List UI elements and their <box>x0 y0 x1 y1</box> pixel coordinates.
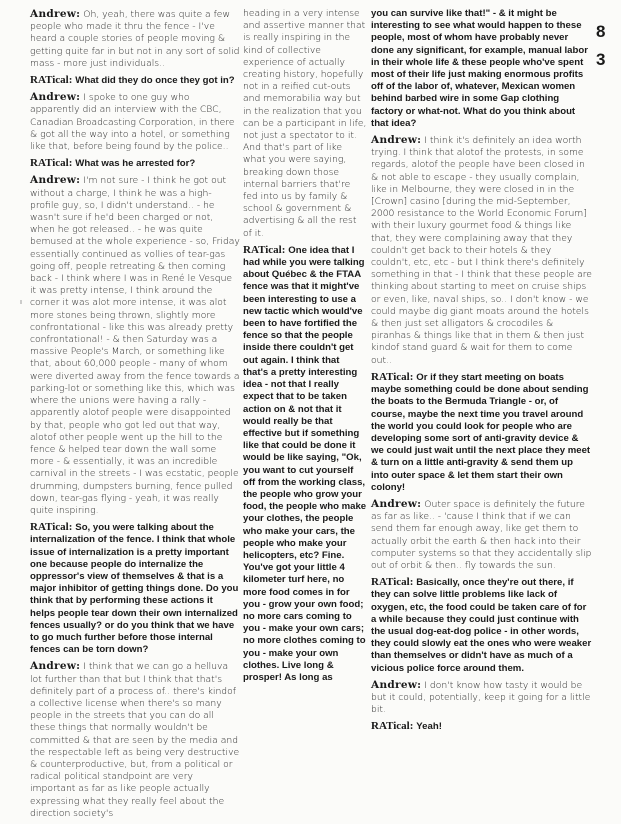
column-left <box>30 8 240 824</box>
paragraph-text: heading in a very intense and assertive manner that is really inspiring in the kind of collective experience of actually creating history, hopefully not in a reified cut-outs and memorabilia way but in the realization that you can be a participant in life, not just a spectator to it. And that's part of like what you were saying, breaking down those internal barriers that're fed into us by family & school & government & advertising & all the rest of it. <box>243 8 367 239</box>
question-paragraph <box>371 576 593 675</box>
speaker-andrew: Andrew: <box>30 174 81 187</box>
speaker-ratical: RATical: <box>30 521 73 534</box>
answer-paragraph <box>30 91 240 153</box>
paragraph-text: So, you were talking about the internalization of the fence. I think that whole issue of internalization is a pretty important one because people do internalize the oppressor's view of themselves & that is a major inhibitor of getting things done. Do you think that by performing these actions it helps people tear down their own internalized fences usually? or do you think that we have to go much further before those internal fences can be torn down? <box>30 522 239 656</box>
answer-paragraph <box>371 679 593 717</box>
answer-paragraph <box>30 8 240 70</box>
column-middle <box>243 8 367 688</box>
paragraph-text: Or if they start meeting on boats maybe something could be done about sending the boats to the Bermuda Triangle - or, of course, maybe the next time you travel around the world you could look for people who are developing some sort of anti-gravity device & we could just wait until the next place they meet & turn on a little anti-gravity & send them up into outer space & let them start their own colony! <box>371 371 591 493</box>
paragraph-text: Yeah! <box>416 721 442 733</box>
speaker-ratical: RATical: <box>371 370 414 383</box>
answer-paragraph <box>243 8 367 240</box>
answer-paragraph <box>371 498 593 572</box>
question-paragraph <box>30 157 240 170</box>
paragraph-text: What was he arrested for? <box>75 158 196 170</box>
scan-speck <box>20 300 22 304</box>
paragraph-text: Oh, yeah, there was quite a few people who made it thru the fence - I've heard a couple stories of people moving & getting quite far in but not in any sort of solid mass - more just individuals.. <box>30 9 240 69</box>
paragraph-text: What did they do once they got in? <box>75 75 235 87</box>
speaker-andrew: Andrew: <box>30 660 81 673</box>
speaker-andrew: Andrew: <box>371 678 422 691</box>
speaker-ratical: RATical: <box>30 157 73 170</box>
paragraph-text: I'm not sure - I think he got out without a charge, I think he was a high-profile guy, so, I didn't understand.. - he wasn't sure if he'd been charged or not, when he got released.. - he was quite bemused at the whole experience - so, Friday essentially continued as vollies of tear-gas going off, people retreating & then coming back - I think where I was in René le Vesque it was pretty intense, I think around the corner it was alot more intense, it was alot more stones being thrown, slightly more confrontational - like this was already pretty confrontational! - & then Saturday was a massive People's March, or something like that, about 60,000 people - many of whom were diverted away from the fence towards a parking-lot or something like this, which was where the unions were having a rally - apparently alotof people were disappointed by that, people who got led out that way, alotof other people went up the hill to the fence & helped tear down the wall some more - & essentially, it was an incredible carnival in the streets - I was ecstatic, people drumming, dumpsters burning, fence pulled down, tear-gas flying - yeah, it was really quite inspiring. <box>30 175 240 516</box>
column-right <box>371 8 593 738</box>
paragraph-text: you can survive like that!" - & it might be interesting to see what would happen to these people, most of whom have probably never done any significant, for example, manual labor in their whole life & these people who've spent most of their life just making enormous profits off of the labor of, whatever, Mexican women behind barbed wire in some Gap clothing factory or what-not. What do you think about that idea? <box>371 8 588 129</box>
speaker-andrew: Andrew: <box>30 8 81 20</box>
paragraph-text: I spoke to one guy who apparently did an interview with the CBC, Canadian Broadcasting Corporation, in there & got all the way into a hotel, or something like that, before being found by the police.. <box>30 92 235 153</box>
speaker-ratical: RATical: <box>30 74 73 87</box>
page-number-digit-1: 8 <box>596 22 606 41</box>
paragraph-text: One idea that I had while you were talking about Québec & the FTAA fence was that it might've been interesting to use a new tactic which would've been to have fortified the fence so that the people inside there couldn't get out again. I think that that's a pretty interesting idea - not that I really expect that to be taken action on & not that it would really be that effective but if something like that could be done it would be like saying, "Ok, you want to cut yourself off from the working class, the people who grow your food, the people who make your clothes, the people who make your cars, the people who make your helicopters, etc? Fine. You've got your little 4 kilometer turf here, no more food comes in for you - grow your own food; no more cars coming to you - make your own cars; no more clothes coming to you - make your own clothes. Live long & prosper! As long as <box>243 244 367 683</box>
speaker-ratical: RATical: <box>371 576 414 589</box>
answer-paragraph <box>30 660 240 820</box>
paragraph-text: I think that we can go a helluva lot further than that but I think that that's definitely part of a process of.. there's kindof a collective license when there's so many people in the streets that you can do all these things that normally wouldn't be committed & that are seen by the media and the respectable left as being very destructive & counterproductive, but, from a political or radical political standpoint are very important as far as like people actually expressing what they really feel about the direction society's <box>30 661 240 819</box>
question-paragraph <box>30 74 240 87</box>
answer-paragraph <box>371 134 593 367</box>
paragraph-text: Outer space is definitely the future as far as like.. - 'cause I think that if we can send them far enough away, like get them to actually orbit the earth & then hack into their computer systems so that they accidentally slip out of orbit & then.. fly towards the sun. <box>371 498 592 571</box>
question-paragraph <box>371 720 593 733</box>
paragraph-text: I don't know how tasty it would be but it could, potentially, keep it going for a little bit. <box>371 679 591 716</box>
page-number-digit-2: 3 <box>596 50 606 69</box>
speaker-ratical: RATical: <box>371 720 414 733</box>
answer-paragraph <box>371 8 593 130</box>
question-paragraph <box>371 371 593 494</box>
paragraph-text: I think it's definitely an idea worth trying. I think that alotof the protests, in some regards, alotof the people have been closed in & not able to escape - they usually complain, like in Melbourne, they were closed in in the [Crown] casino [during the mid-September, 2000 resistance to the World Economic Forum] with their luxury gourmet food & things like that, they were complaining away that they couldn't get back to their hotels & they couldn't, etc, etc - but I think there's definitely something in that - I think that these people are thinking about starting to meet on cruise ships or even, like, naval ships, so.. I don't know - we could maybe dig giant moats around the hotels & then just set alligators & crocodiles & piranhas & things like that in them & then just kindof stand guard & wait for them to come out.. <box>371 135 592 366</box>
paragraph-text: Basically, once they're out there, if they can solve little problems like lack of oxygen, etc, the food could be taken care of for a while because they could just continue with the usual dog-eat-dog police - in other words, they could slowly eat the ones who were weaker than themselves or didn't have as much of a vicious police force around them. <box>371 577 592 674</box>
speaker-andrew: Andrew: <box>30 91 81 104</box>
question-paragraph <box>243 244 367 684</box>
speaker-ratical: RATical: <box>243 243 286 256</box>
speaker-andrew: Andrew: <box>371 134 422 147</box>
question-paragraph <box>30 521 240 656</box>
speaker-andrew: Andrew: <box>371 497 422 510</box>
answer-paragraph <box>30 174 240 517</box>
